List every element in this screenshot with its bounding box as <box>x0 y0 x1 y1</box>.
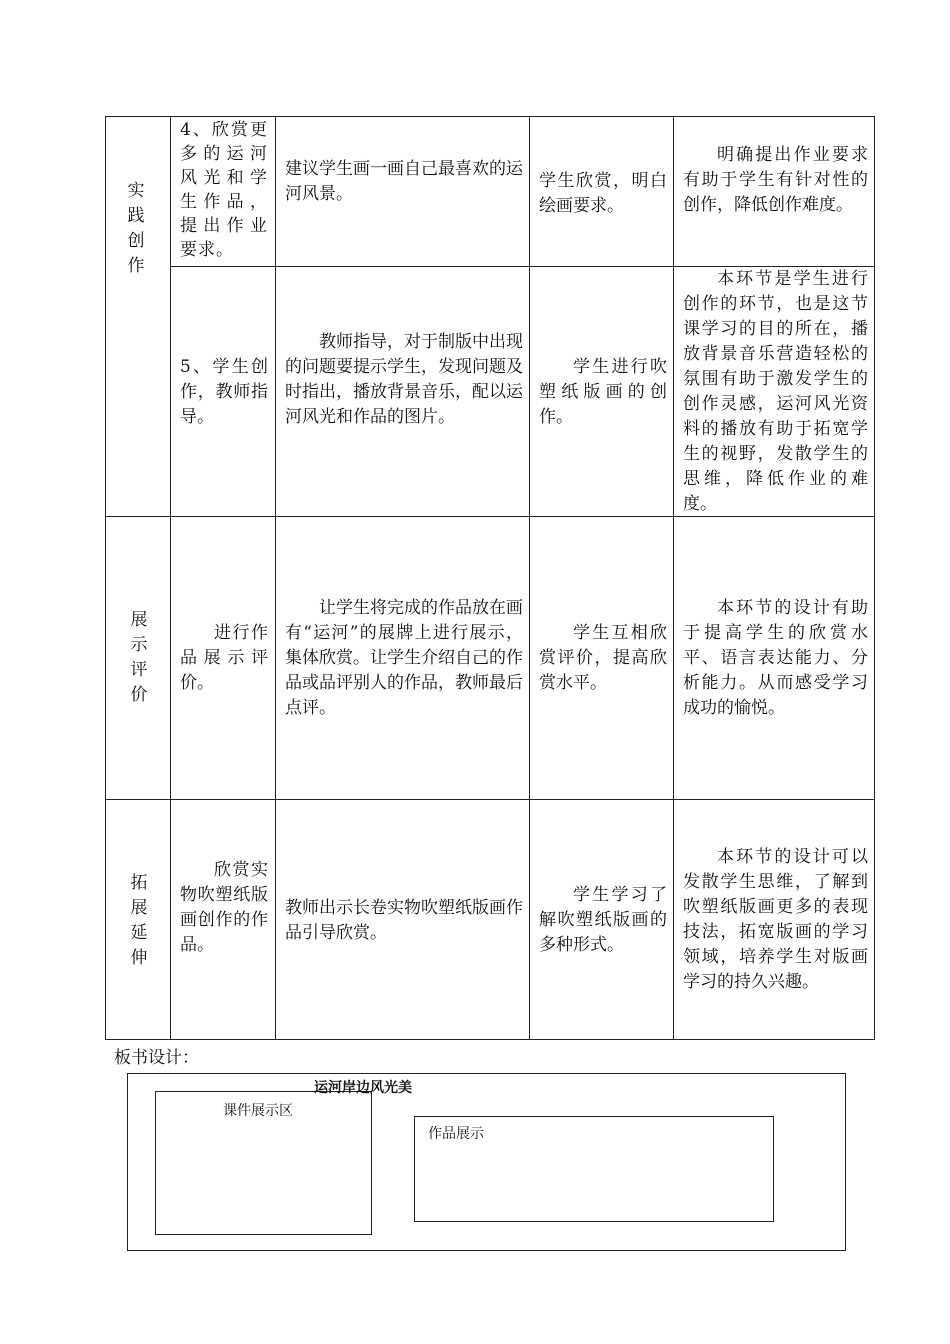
courseware-area-label: 课件展示区 <box>223 1103 293 1119</box>
design-intent-cell: 明确提出作业要求有助于学生有针对性的创作，降低创作难度。 <box>683 145 868 215</box>
teacher-activity-cell: 建议学生画一画自己最喜欢的运河风景。 <box>285 159 523 204</box>
stage-label: 实践创作 <box>127 181 145 276</box>
design-intent-cell: 本环节的设计可以发散学生思维，了解到吹塑纸版画更多的表现技法，拓宽版画的学习领域，培养学生对版画学习的持久兴趣。 <box>683 847 868 992</box>
step-cell: 进行作品展示评价。 <box>180 623 268 693</box>
student-activity-cell: 学生进行吹塑纸版画的创作。 <box>539 357 667 427</box>
teacher-activity-cell: 教师指导，对于制版中出现的问题要提示学生，发现问题及时指出，播放背景音乐，配以运河风光和作品的图片。 <box>285 332 523 427</box>
stage-label: 拓展延伸 <box>130 873 148 968</box>
teacher-activity-cell: 教师出示长卷实物吹塑纸版画作品引导欣赏。 <box>285 898 523 943</box>
works-area-label: 作品展示 <box>428 1126 484 1142</box>
student-activity-cell: 学生欣赏，明白绘画要求。 <box>539 171 667 216</box>
stage-label: 展示评价 <box>130 610 148 705</box>
step-cell: 5、学生创作，教师指导。 <box>180 357 268 427</box>
student-activity-cell: 学生互相欣赏评价，提高欣赏水平。 <box>539 623 667 693</box>
step-cell: 4、欣赏更多的运河风光和学生作品，提出作业要求。 <box>180 120 268 260</box>
design-intent-cell: 本环节的设计有助于提高学生的欣赏水平、语言表达能力、分析能力。从而感受学习成功的愉悦。 <box>683 598 868 718</box>
student-activity-cell: 学生学习了解吹塑纸版画的多种形式。 <box>539 885 667 955</box>
step-cell: 欣赏实物吹塑纸版画创作的作品。 <box>180 860 268 955</box>
board-design-label: 板书设计： <box>114 1048 199 1068</box>
teacher-activity-cell: 让学生将完成的作品放在画有“运河”的展牌上进行展示，集体欣赏。让学生介绍自己的作品或品评别人的作品，教师最后点评。 <box>285 598 523 718</box>
board-title: 运河岸边风光美 <box>314 1080 412 1096</box>
design-intent-cell: 本环节是学生进行创作的环节，也是这节课学习的目的所在，播放背景音乐营造轻松的氛围有助于激发学生的创作灵感，运河风光资料的播放有助于拓宽学生的视野，发散学生的思维，降低作业的难度。 <box>683 269 868 514</box>
